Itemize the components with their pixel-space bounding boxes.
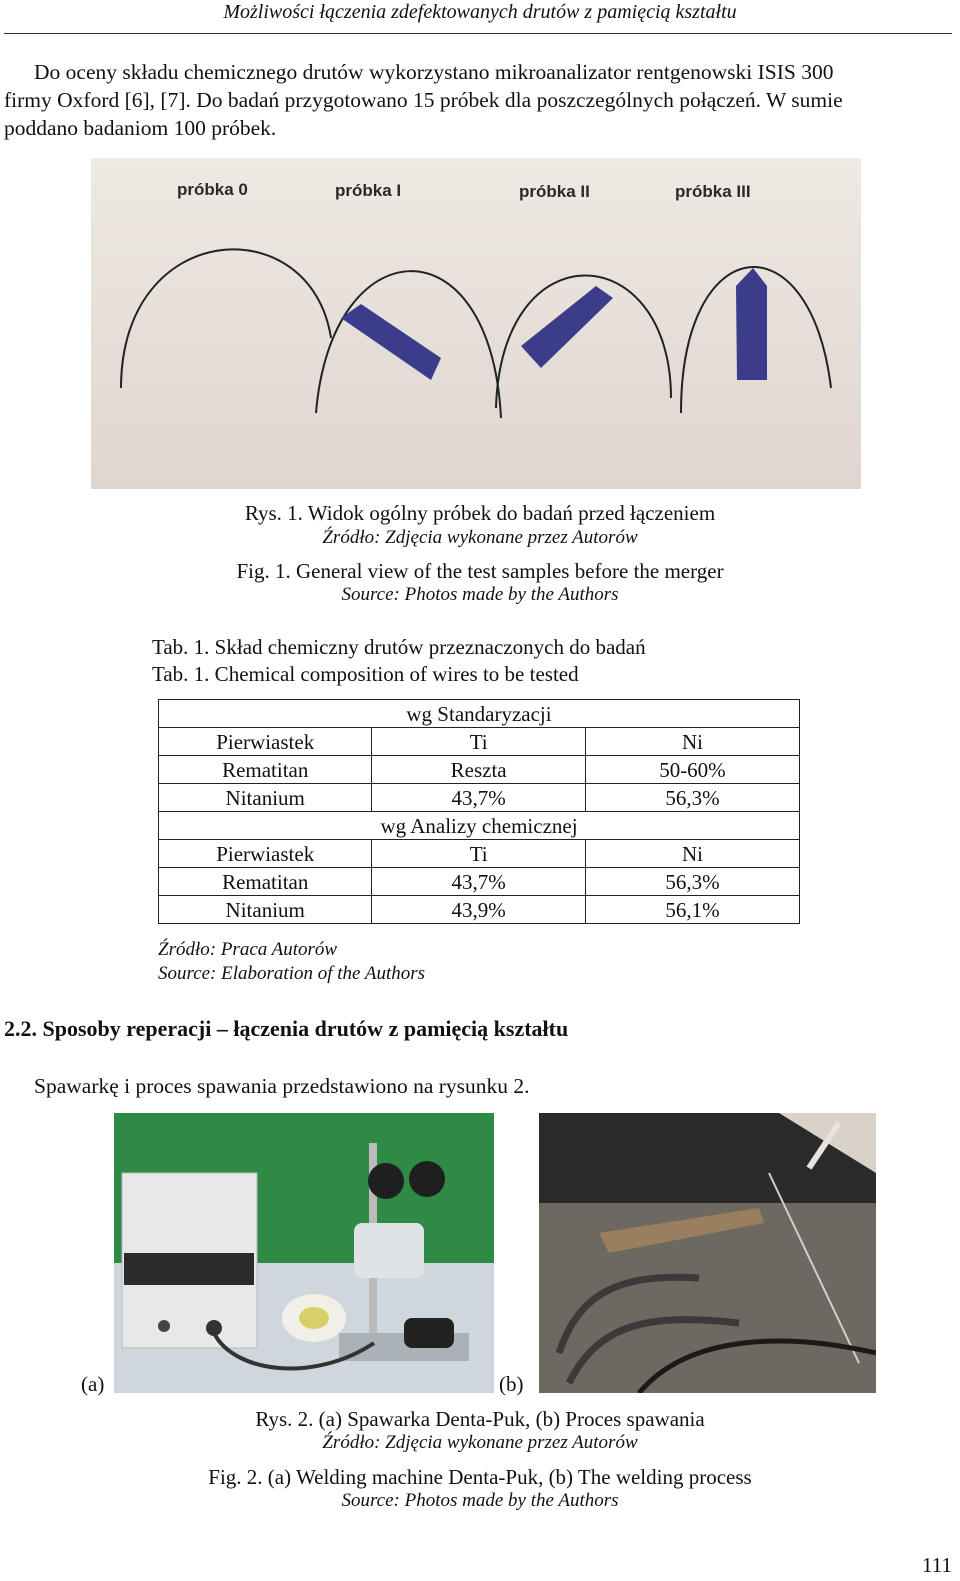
figure1-caption-en: Fig. 1. General view of the test samples before the merger <box>236 559 724 583</box>
figure2-caption-en: Fig. 2. (a) Welding machine Denta-Puk, (b) The welding process <box>208 1465 752 1489</box>
figure2-label-a: (a) <box>81 1372 105 1396</box>
figure2-caption-pl: Rys. 2. (a) Spawarka Denta-Puk, (b) Proces spawania <box>255 1407 705 1431</box>
figure1-photo <box>91 158 861 489</box>
sample-label-1: próbka I <box>335 181 402 200</box>
welding-process-image <box>539 1113 876 1393</box>
table-cell: 43,9% <box>372 896 585 924</box>
table-cell: Ti <box>372 728 585 756</box>
welding-machine-image <box>114 1113 494 1393</box>
figure1-source-pl: Źródło: Zdjęcia wykonane przez Autorów <box>322 527 638 548</box>
sample-label-0: próbka 0 <box>177 180 248 199</box>
figure2-source-pl: Źródło: Zdjęcia wykonane przez Autorów <box>322 1432 638 1453</box>
table-cell: Pierwiastek <box>159 840 372 868</box>
header-rule <box>4 33 952 34</box>
paragraph-intro <box>4 58 954 142</box>
paragraph-line: Do oceny składu chemicznego drutów wykorzystano mikroanalizator rentgenowski ISIS 300 <box>34 60 834 84</box>
paragraph-line: poddano badaniom 100 próbek. <box>4 116 277 140</box>
table-row <box>159 896 800 924</box>
figure2-source-en: Source: Photos made by the Authors <box>341 1490 619 1511</box>
table1-caption-pl: Tab. 1. Skład chemiczny drutów przeznaczonych do badań <box>152 635 646 659</box>
table-cell: Reszta <box>372 756 585 784</box>
chemical-composition-table <box>158 699 800 924</box>
table-cell: Ni <box>585 728 799 756</box>
sample-label-2: próbka II <box>519 182 590 201</box>
table-row <box>159 840 800 868</box>
table1-caption-en: Tab. 1. Chemical composition of wires to be tested <box>152 662 579 686</box>
page-number: 111 <box>922 1553 952 1577</box>
table-cell: 50-60% <box>585 756 799 784</box>
table-row <box>159 784 800 812</box>
table-cell: 56,1% <box>585 896 799 924</box>
section-title-standardization: wg Standaryzacji <box>159 700 800 728</box>
table-cell: 56,3% <box>585 784 799 812</box>
table1-source-en: Source: Elaboration of the Authors <box>158 963 426 984</box>
table-section-header <box>159 812 800 840</box>
sample-label-3: próbka III <box>675 182 751 201</box>
table-cell: 43,7% <box>372 868 585 896</box>
table-row <box>159 728 800 756</box>
paragraph-line: firmy Oxford [6], [7]. Do badań przygotowano 15 próbek dla poszczególnych połączeń. W sumie <box>4 88 843 112</box>
running-header: Możliwości łączenia zdefektowanych drutów z pamięcią kształtu <box>223 1 737 23</box>
table-section-header <box>159 700 800 728</box>
paragraph-figure-intro: Spawarkę i proces spawania przedstawiono na rysunku 2. <box>34 1074 530 1098</box>
table-cell: 56,3% <box>585 868 799 896</box>
table-cell: Nitanium <box>159 784 372 812</box>
figure1-caption-pl: Rys. 1. Widok ogólny próbek do badań przed łączeniem <box>244 501 716 525</box>
table-row <box>159 868 800 896</box>
table-cell: Ti <box>372 840 585 868</box>
table-cell: Rematitan <box>159 756 372 784</box>
figure1-source-en: Source: Photos made by the Authors <box>341 584 619 605</box>
table1-source-pl: Źródło: Praca Autorów <box>158 939 338 960</box>
table-cell: Rematitan <box>159 868 372 896</box>
section-title-chemical-analysis: wg Analizy chemicznej <box>159 812 800 840</box>
marker-tab-3 <box>736 268 767 380</box>
section-heading: 2.2. Sposoby reperacji – łączenia drutów z pamięcią kształtu <box>4 1016 569 1041</box>
table-cell: Nitanium <box>159 896 372 924</box>
wire-samples-image <box>91 158 861 489</box>
figure2b-photo <box>539 1113 876 1393</box>
table-cell: Ni <box>585 840 799 868</box>
figure2a-photo <box>114 1113 494 1393</box>
figure2-label-b: (b) <box>499 1372 524 1396</box>
table-row <box>159 756 800 784</box>
table-cell: 43,7% <box>372 784 585 812</box>
table-cell: Pierwiastek <box>159 728 372 756</box>
